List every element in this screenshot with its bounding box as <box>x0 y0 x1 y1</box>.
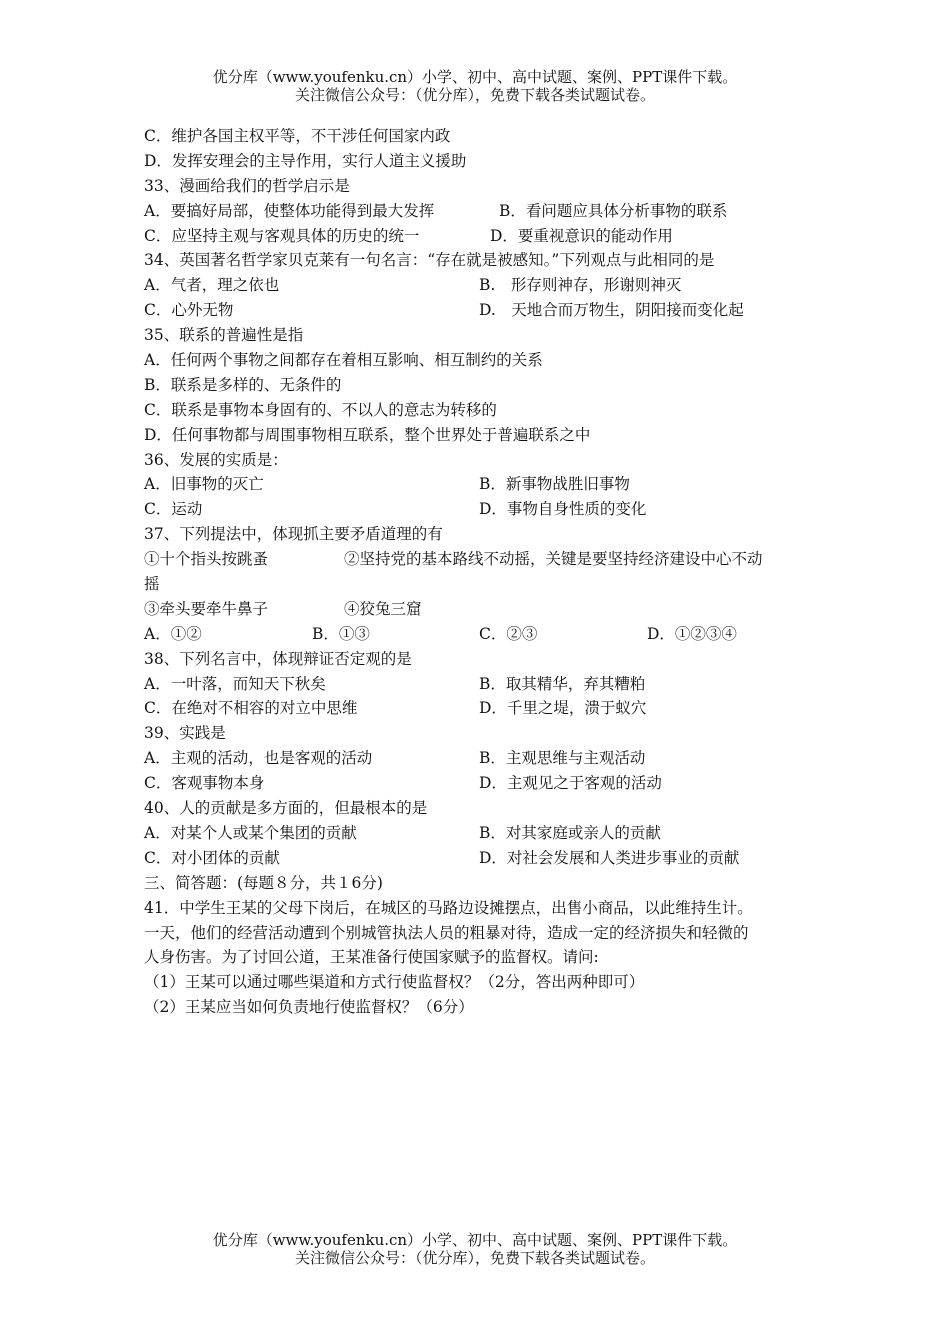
q37-option-c: C．②③ <box>479 624 538 643</box>
q36-options-ab <box>144 472 814 497</box>
q38-option-d: D．千里之堤，溃于蚁穴 <box>479 699 647 718</box>
q37-item-3: ③牵头要牵牛鼻子 <box>144 599 269 618</box>
section-3-title: 三、简答题：(每题８分，共１6分) <box>144 873 383 892</box>
q37-options <box>144 622 814 647</box>
q41-sub-2: （2）王某应当如何负责地行使监督权？（6分） <box>144 998 474 1017</box>
q38-option-b: B．取其精华，弃其糟粕 <box>479 674 646 693</box>
q37-option-d: D．①②③④ <box>647 624 737 643</box>
q39-option-d: D．主观见之于客观的活动 <box>479 774 662 793</box>
q34-stem: 34、英国著名哲学家贝克莱有一句名言：“存在就是被感知。”下列观点与此相同的是 <box>144 251 715 270</box>
q34-option-a: A．气者，理之依也 <box>144 276 280 295</box>
q36-options-cd <box>144 497 814 522</box>
q36-option-d: D．事物自身性质的变化 <box>479 500 647 519</box>
q35-stem: 35、联系的普遍性是指 <box>144 326 304 345</box>
q35-option-a: A．任何两个事物之间都存在着相互影响、相互制约的关系 <box>144 351 543 370</box>
q40-option-c: C．对小团体的贡献 <box>144 848 280 867</box>
q34-option-d: D. 天地合而万物生，阴阳接而变化起 <box>479 301 744 320</box>
q40-options-cd <box>144 846 814 871</box>
q33-option-b: B．看问题应具体分析事物的联系 <box>499 201 728 220</box>
header-line-1: 优分库（www.youfenku.cn）小学、初中、高中试题、案例、PPT课件下载。 <box>212 68 738 86</box>
q39-option-b: B．主观思维与主观活动 <box>479 749 646 768</box>
q36-option-b: B．新事物战胜旧事物 <box>479 475 630 494</box>
q33-option-a: A．要搞好局部，使整体功能得到最大发挥 <box>144 201 435 220</box>
q41-line-1: 41．中学生王某的父母下岗后，在城区的马路边设摊摆点，出售小商品，以此维持生计。 <box>144 898 753 917</box>
q37-item-2: ②坚持党的基本路线不动摇，关键是要坚持经济建设中心不动 <box>344 550 763 569</box>
q37-item-2-cont: 摇 <box>144 575 160 594</box>
q39-options-cd <box>144 771 814 796</box>
q33-option-d: D．要重视意识的能动作用 <box>490 226 673 245</box>
q34-option-b: B. 形存则神存，形谢则神灭 <box>479 276 682 295</box>
q33-options-cd <box>144 224 814 249</box>
footer-line-1: 优分库（www.youfenku.cn）小学、初中、高中试题、案例、PPT课件下载。 <box>212 1231 738 1249</box>
q41-line-3: 人身伤害。为了讨回公道，王某准备行使国家赋予的监督权。请问: <box>144 948 599 967</box>
q40-option-b: B．对其家庭或亲人的贡献 <box>479 823 661 842</box>
exam-content <box>144 124 814 1020</box>
q38-options-cd <box>144 696 814 721</box>
q37-option-b: B．①③ <box>312 624 370 643</box>
q37-option-a: A．①② <box>144 624 202 643</box>
q38-option-a: A．一叶落，而知天下秋矣 <box>144 674 326 693</box>
q35-option-b: B．联系是多样的、无条件的 <box>144 375 342 394</box>
q37-stem: 37、下列提法中，体现抓主要矛盾道理的有 <box>144 525 443 544</box>
q33-option-c: C．应坚持主观与客观具体的历史的统一 <box>144 226 420 245</box>
q34-options-cd <box>144 298 814 323</box>
q37-items-12 <box>144 547 814 572</box>
q37-item-1: ①十个指头按跳蚤 <box>144 550 269 569</box>
q38-options-ab <box>144 672 814 697</box>
q39-options-ab <box>144 746 814 771</box>
q32-option-d: D．发挥安理会的主导作用，实行人道主义援助 <box>144 151 467 170</box>
q36-option-c: C．运动 <box>144 500 203 519</box>
q40-option-d: D．对社会发展和人类进步事业的贡献 <box>479 848 740 867</box>
q34-options-ab <box>144 273 814 298</box>
q36-stem: 36、发展的实质是： <box>144 450 288 469</box>
q39-stem: 39、实践是 <box>144 724 226 743</box>
q41-line-2: 一天，他们的经营活动遭到个别城管执法人员的粗暴对待，造成一定的经济损失和轻微的 <box>144 923 749 942</box>
q40-stem: 40、人的贡献是多方面的，但最根本的是 <box>144 799 428 818</box>
q38-option-c: C．在绝对不相容的对立中思维 <box>144 699 358 718</box>
q32-option-c: C．维护各国主权平等，不干涉任何国家内政 <box>144 127 451 145</box>
page-footer <box>0 1231 950 1267</box>
q35-option-c: C．联系是事物本身固有的、不以人的意志为转移的 <box>144 400 497 419</box>
q41-sub-1: （1）王某可以通过哪些渠道和方式行使监督权？（2分，答出两种即可） <box>144 973 645 992</box>
q39-option-c: C．客观事物本身 <box>144 774 265 793</box>
q40-options-ab <box>144 821 814 846</box>
q33-options-ab <box>144 199 814 224</box>
q33-stem: 33、漫画给我们的哲学启示是 <box>144 176 350 195</box>
header-line-2: 关注微信公众号：（优分库），免费下载各类试题试卷。 <box>294 86 655 104</box>
q37-items-34 <box>144 597 814 622</box>
q35-option-d: D．任何事物都与周围事物相互联系，整个世界处于普遍联系之中 <box>144 425 591 444</box>
footer-line-2: 关注微信公众号：（优分库），免费下载各类试题试卷。 <box>294 1249 655 1267</box>
q36-option-a: A．旧事物的灭亡 <box>144 475 264 494</box>
q37-item-4: ④狡兔三窟 <box>344 599 422 618</box>
q40-option-a: A．对某个人或某个集团的贡献 <box>144 823 357 842</box>
page-header <box>0 68 950 104</box>
q38-stem: 38、下列名言中，体现辩证否定观的是 <box>144 649 412 668</box>
q39-option-a: A．主观的活动，也是客观的活动 <box>144 749 373 768</box>
q34-option-c: C．心外无物 <box>144 301 234 320</box>
